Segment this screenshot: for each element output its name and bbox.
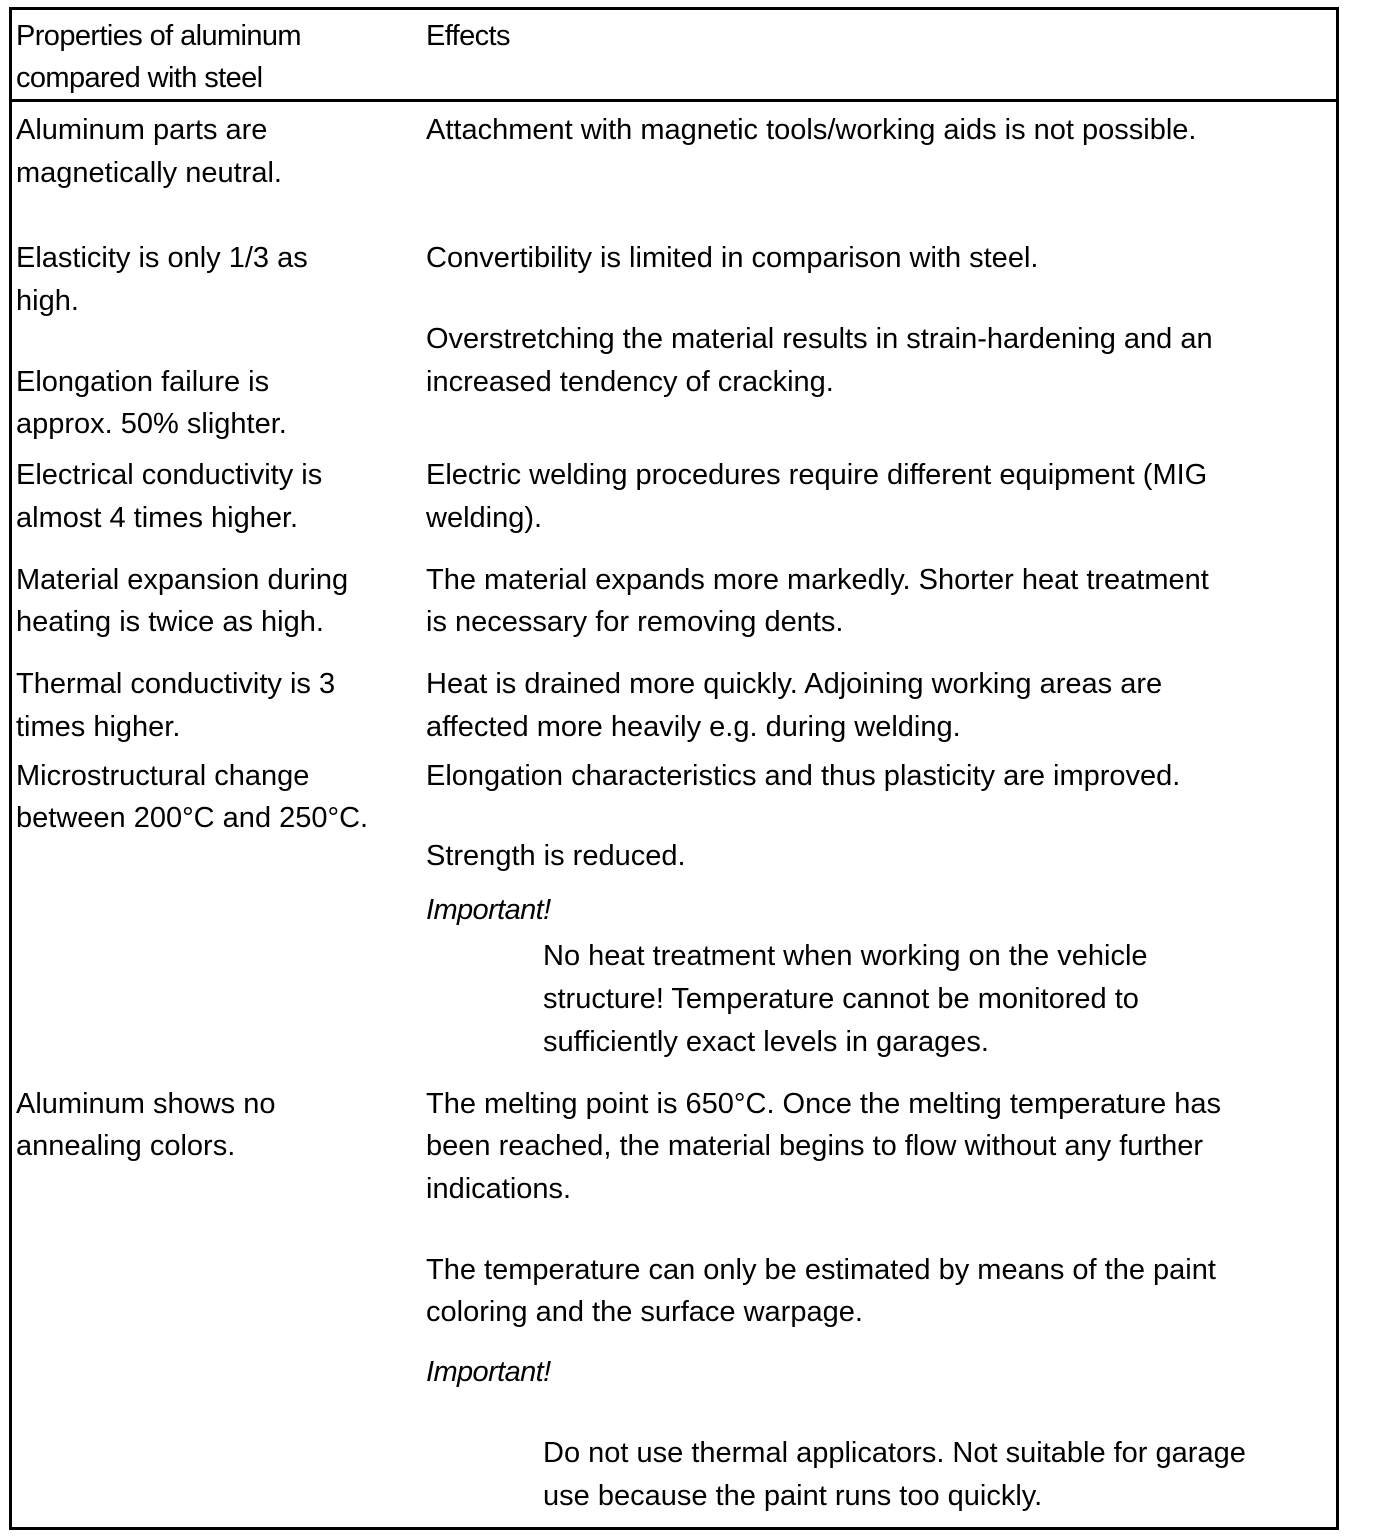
- header-properties-line1: Properties of aluminum: [16, 20, 301, 52]
- row-6-property-line1: Microstructural change: [16, 760, 310, 792]
- row-4-property-line1: Material expansion during: [16, 564, 349, 596]
- row-6-note-line1: No heat treatment when working on the vehicle: [543, 940, 1148, 972]
- row-6-property-line2: between 200°C and 250°C.: [16, 802, 369, 834]
- row-1-effect-line1: Convertibility is limited in comparison with steel.: [426, 242, 1039, 274]
- header-properties-line2: compared with steel: [16, 62, 263, 94]
- row-2-effect-line2: increased tendency of cracking.: [426, 366, 834, 398]
- row-2-effect-line1: Overstretching the material results in strain-hardening and an: [426, 323, 1213, 355]
- row-2-property-line2: approx. 50% slighter.: [16, 408, 287, 440]
- row-7-effect-line4: The temperature can only be estimated by means of the paint: [426, 1254, 1216, 1286]
- row-7-property-line2: annealing colors.: [16, 1130, 236, 1162]
- row-0-property-line1: Aluminum parts are: [16, 114, 268, 146]
- row-5-property-line2: times higher.: [16, 711, 181, 743]
- row-0-property-line2: magnetically neutral.: [16, 157, 282, 189]
- row-7-effect-line5: coloring and the surface warpage.: [426, 1296, 863, 1328]
- row-6-note-line3: sufficiently exact levels in garages.: [543, 1026, 989, 1058]
- header-effects: Effects: [426, 20, 510, 52]
- row-2-property-line1: Elongation failure is: [16, 366, 270, 398]
- row-3-effect-line2: welding).: [426, 502, 543, 534]
- row-5-property-line1: Thermal conductivity is 3: [16, 668, 336, 700]
- row-7-effect-line2: been reached, the material begins to flow without any further: [426, 1130, 1204, 1162]
- row-7-note-line1: Do not use thermal applicators. Not suitable for garage: [543, 1437, 1246, 1469]
- row-0-effect-line1: Attachment with magnetic tools/working aids is not possible.: [426, 114, 1197, 146]
- row-5-effect-line1: Heat is drained more quickly. Adjoining working areas are: [426, 668, 1163, 700]
- row-7-important-label: Important!: [426, 1356, 551, 1388]
- row-1-property-line1: Elasticity is only 1/3 as: [16, 242, 308, 274]
- row-1-property-line2: high.: [16, 285, 79, 317]
- row-5-effect-line2: affected more heavily e.g. during welding.: [426, 711, 961, 743]
- row-4-effect-line2: is necessary for removing dents.: [426, 606, 844, 638]
- row-7-note-line2: use because the paint runs too quickly.: [543, 1480, 1043, 1512]
- row-4-property-line2: heating is twice as high.: [16, 606, 324, 638]
- row-3-property-line1: Electrical conductivity is: [16, 459, 323, 491]
- row-4-effect-line1: The material expands more markedly. Shorter heat treatment: [426, 564, 1209, 596]
- row-7-effect-line1: The melting point is 650°C. Once the melting temperature has: [426, 1088, 1222, 1120]
- row-6-important-label: Important!: [426, 894, 551, 926]
- row-7-property-line1: Aluminum shows no: [16, 1088, 276, 1120]
- row-6-effect-line1: Elongation characteristics and thus plasticity are improved.: [426, 760, 1181, 792]
- row-7-effect-line3: indications.: [426, 1173, 572, 1205]
- row-6-note-line2: structure! Temperature cannot be monitored to: [543, 983, 1139, 1015]
- row-3-effect-line1: Electric welding procedures require different equipment (MIG: [426, 459, 1208, 491]
- row-3-property-line2: almost 4 times higher.: [16, 502, 299, 534]
- row-6-effect-line2: Strength is reduced.: [426, 840, 686, 872]
